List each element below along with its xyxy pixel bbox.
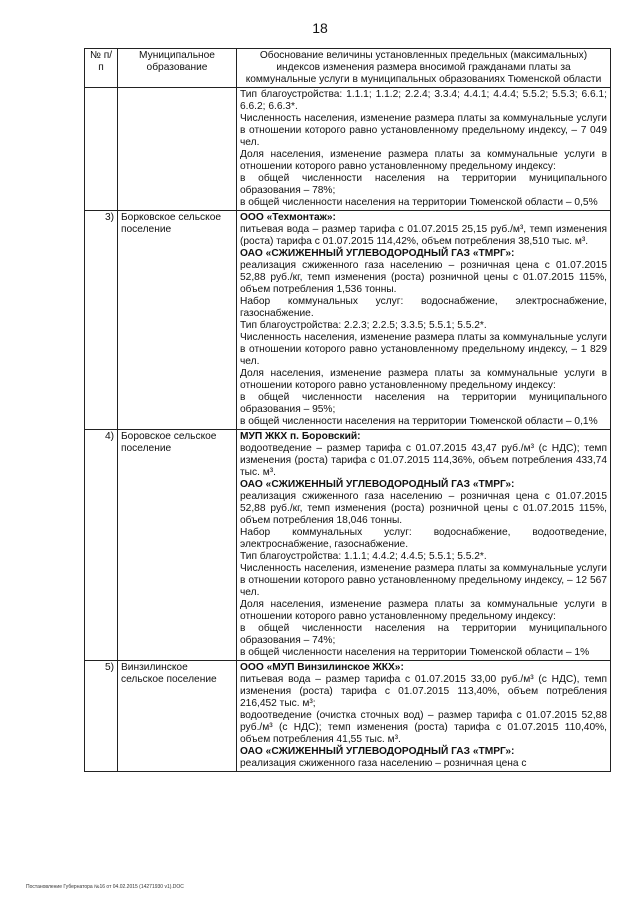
municipality-name: Боровское сельское поселение xyxy=(118,430,237,661)
justification-cell xyxy=(237,88,611,211)
justification-line: Тип благоустройства: 1.1.1; 1.1.2; 2.2.4; 3.3.4; 4.4.1; 4.4.4; 5.5.2; 5.5.3; 6.6.1; 6.6.2; 6.6.3*. xyxy=(240,89,607,112)
justification-line: питьевая вода – размер тарифа с 01.07.2015 33,00 руб./м³ (с НДС), темп изменения (роста) тарифа с 01.07.2015 113,40%, объем потребления 216,452 тыс. м³; xyxy=(240,674,607,709)
justification-line: реализация сжиженного газа населению – розничная цена с 01.07.2015 52,88 руб./кг, темп изменения (роста) розничной цены с 01.07.2015 115%, объем потребления 18,046 тонны. xyxy=(240,491,607,526)
row-number: 5) xyxy=(85,661,118,772)
justification-line: питьевая вода – размер тарифа с 01.07.2015 25,15 руб./м³, темп изменения (роста) тарифа с 01.07.2015 114,42%, объем потребления 38,510 тыс. м³. xyxy=(240,224,607,247)
page-number: 18 xyxy=(312,20,328,36)
table-row xyxy=(85,430,611,661)
justification-line: в общей численности населения на территории муниципального образования – 74%; xyxy=(240,623,607,646)
justification-line: Доля населения, изменение размера платы за коммунальные услуги в отношении которого равно установленному предельному индексу: xyxy=(240,368,607,391)
row-number xyxy=(85,88,118,211)
municipality-name: Винзилинское сельское поселение xyxy=(118,661,237,772)
provider-name: ООО «Техмонтаж»: xyxy=(240,212,336,223)
justification-cell xyxy=(237,430,611,661)
justification-line: водоотведение (очистка сточных вод) – размер тарифа с 01.07.2015 52,88 руб./м³ (с НДС); темп изменения (роста) тарифа с 01.07.2015 110,40%, объем потребления 41,55 тыс. м³. xyxy=(240,710,607,745)
tariff-table xyxy=(84,48,611,772)
justification-cell xyxy=(237,211,611,430)
justification-line: реализация сжиженного газа населению – розничная цена с 01.07.2015 52,88 руб./кг, темп изменения (роста) розничной цены с 01.07.2015 115%, объем потребления 1,536 тонны. xyxy=(240,260,607,295)
provider-name: МУП ЖКХ п. Боровский: xyxy=(240,431,361,442)
justification-line: Набор коммунальных услуг: водоснабжение, водоотведение, электроснабжение, газоснабжение. xyxy=(240,527,607,550)
justification-line: в общей численности населения на территории муниципального образования – 78%; xyxy=(240,173,607,196)
justification-line: Тип благоустройства: 1.1.1; 4.4.2; 4.4.5; 5.5.1; 5.5.2*. xyxy=(240,551,487,562)
justification-line: Тип благоустройства: 2.2.3; 2.2.5; 3.3.5; 5.5.1; 5.5.2*. xyxy=(240,320,487,331)
municipality-name: Борковское сельское поселение xyxy=(118,211,237,430)
municipality-name xyxy=(118,88,237,211)
table-row xyxy=(85,211,611,430)
justification-line: Набор коммунальных услуг: водоснабжение, электроснабжение, газоснабжение. xyxy=(240,296,607,319)
justification-line: в общей численности населения на территории муниципального образования – 95%; xyxy=(240,392,607,415)
provider-name: ОАО «СЖИЖЕННЫЙ УГЛЕВОДОРОДНЫЙ ГАЗ «ТМРГ»: xyxy=(240,479,515,490)
row-number: 3) xyxy=(85,211,118,430)
justification-line: реализация сжиженного газа населению – розничная цена с xyxy=(240,758,527,769)
provider-name: ОАО «СЖИЖЕННЫЙ УГЛЕВОДОРОДНЫЙ ГАЗ «ТМРГ»: xyxy=(240,746,515,757)
row-number: 4) xyxy=(85,430,118,661)
justification-cell xyxy=(237,661,611,772)
provider-name: ОАО «СЖИЖЕННЫЙ УГЛЕВОДОРОДНЫЙ ГАЗ «ТМРГ»: xyxy=(240,248,515,259)
justification-line: Доля населения, изменение размера платы за коммунальные услуги в отношении которого равно установленному предельному индексу: xyxy=(240,149,607,172)
table-row xyxy=(85,88,611,211)
justification-line: водоотведение – размер тарифа с 01.07.2015 43,47 руб./м³ (с НДС); темп изменения (роста) тарифа с 01.07.2015 114,36%, объем потребления 433,74 тыс. м³. xyxy=(240,443,607,478)
justification-line: Численность населения, изменение размера платы за коммунальные услуги в отношении которого равно установленному предельному индексу, – 1 829 чел. xyxy=(240,332,607,367)
provider-name: ООО «МУП Винзилинское ЖКХ»: xyxy=(240,662,404,673)
table-row xyxy=(85,661,611,772)
header-justification: Обоснование величины установленных предельных (максимальных) индексов изменения размера вносимой гражданами платы за коммунальные услуги в муниципальных образованиях Тюменской области xyxy=(237,49,611,88)
justification-line: Численность населения, изменение размера платы за коммунальные услуги в отношении которого равно установленному предельному индексу, – 7 049 чел. xyxy=(240,113,607,148)
justification-line: в общей численности населения на территории Тюменской области – 0,5% xyxy=(240,197,598,208)
justification-line: Доля населения, изменение размера платы за коммунальные услуги в отношении которого равно установленному предельному индексу: xyxy=(240,599,607,622)
table-header-row xyxy=(85,49,611,88)
header-num: № п/п xyxy=(85,49,118,88)
justification-line: в общей численности населения на территории Тюменской области – 1% xyxy=(240,647,590,658)
justification-line: в общей численности населения на территории Тюменской области – 0,1% xyxy=(240,416,598,427)
table-body xyxy=(85,88,611,772)
justification-line: Численность населения, изменение размера платы за коммунальные услуги в отношении которого равно установленному предельному индексу, – 12 567 чел. xyxy=(240,563,607,598)
header-municipality: Муниципальное образование xyxy=(118,49,237,88)
document-footer: Постановление Губернатора №16 от 04.02.2015 (14271930 v1).DOC xyxy=(26,884,184,890)
